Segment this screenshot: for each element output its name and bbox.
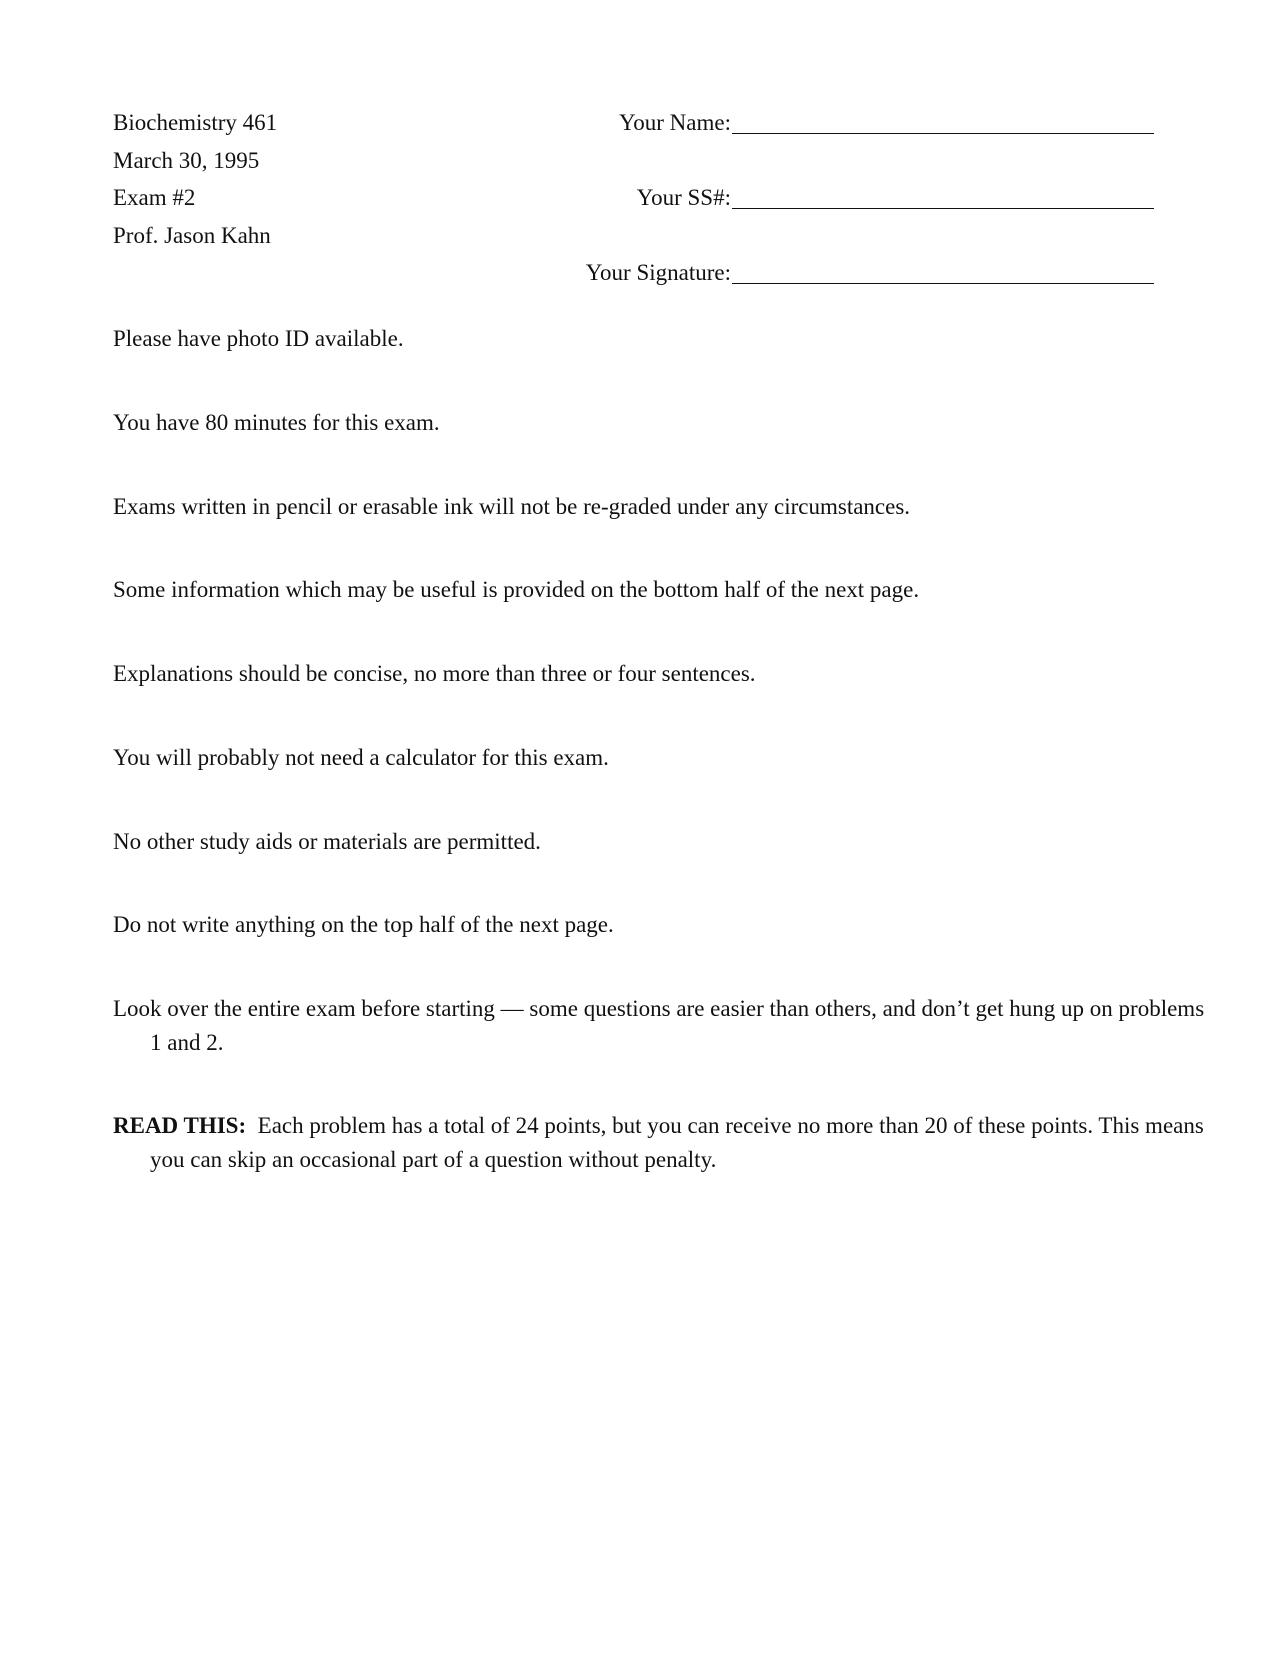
- instruction-aids: No other study aids or materials are permitted.: [113, 829, 541, 854]
- professor-name: Prof. Jason Kahn: [113, 223, 271, 248]
- instruction-read-this: [113, 1109, 1210, 1177]
- name-field[interactable]: [619, 111, 1154, 134]
- instruction-photo-id: Please have photo ID available.: [113, 326, 404, 351]
- signature-label: Your Signature:: [585, 260, 731, 285]
- read-this-label: READ THIS:: [113, 1113, 247, 1138]
- instruction-concise: Explanations should be concise, no more than three or four sentences.: [113, 661, 756, 686]
- course-title: Biochemistry 461: [113, 110, 278, 135]
- instruction-calculator: You will probably not need a calculator for this exam.: [113, 745, 609, 770]
- ss-line[interactable]: [732, 188, 1154, 209]
- name-label: Your Name:: [618, 110, 731, 135]
- instruction-time: You have 80 minutes for this exam.: [113, 410, 440, 435]
- signature-line[interactable]: [732, 263, 1154, 284]
- name-line[interactable]: [732, 113, 1154, 134]
- instruction-pencil: Exams written in pencil or erasable ink will not be re-graded under any circumstances.: [113, 494, 911, 519]
- instruction-look-over: Look over the entire exam before starting — some questions are easier than others, and don’t get hung up on problems 1 and 2.: [113, 996, 1205, 1055]
- instruction-top-half: Do not write anything on the top half of the next page.: [113, 912, 614, 937]
- instruction-info: Some information which may be useful is provided on the bottom half of the next page.: [113, 577, 920, 602]
- read-this-text: Each problem has a total of 24 points, but you can receive no more than 20 of these points. This means you can skip an occasional part of a question without penalty.: [150, 1113, 1204, 1172]
- exam-number: Exam #2: [113, 185, 196, 210]
- ss-field[interactable]: [637, 186, 1154, 209]
- signature-field[interactable]: [586, 261, 1154, 284]
- exam-date: March 30, 1995: [113, 148, 260, 173]
- ss-label: Your SS#:: [636, 185, 731, 210]
